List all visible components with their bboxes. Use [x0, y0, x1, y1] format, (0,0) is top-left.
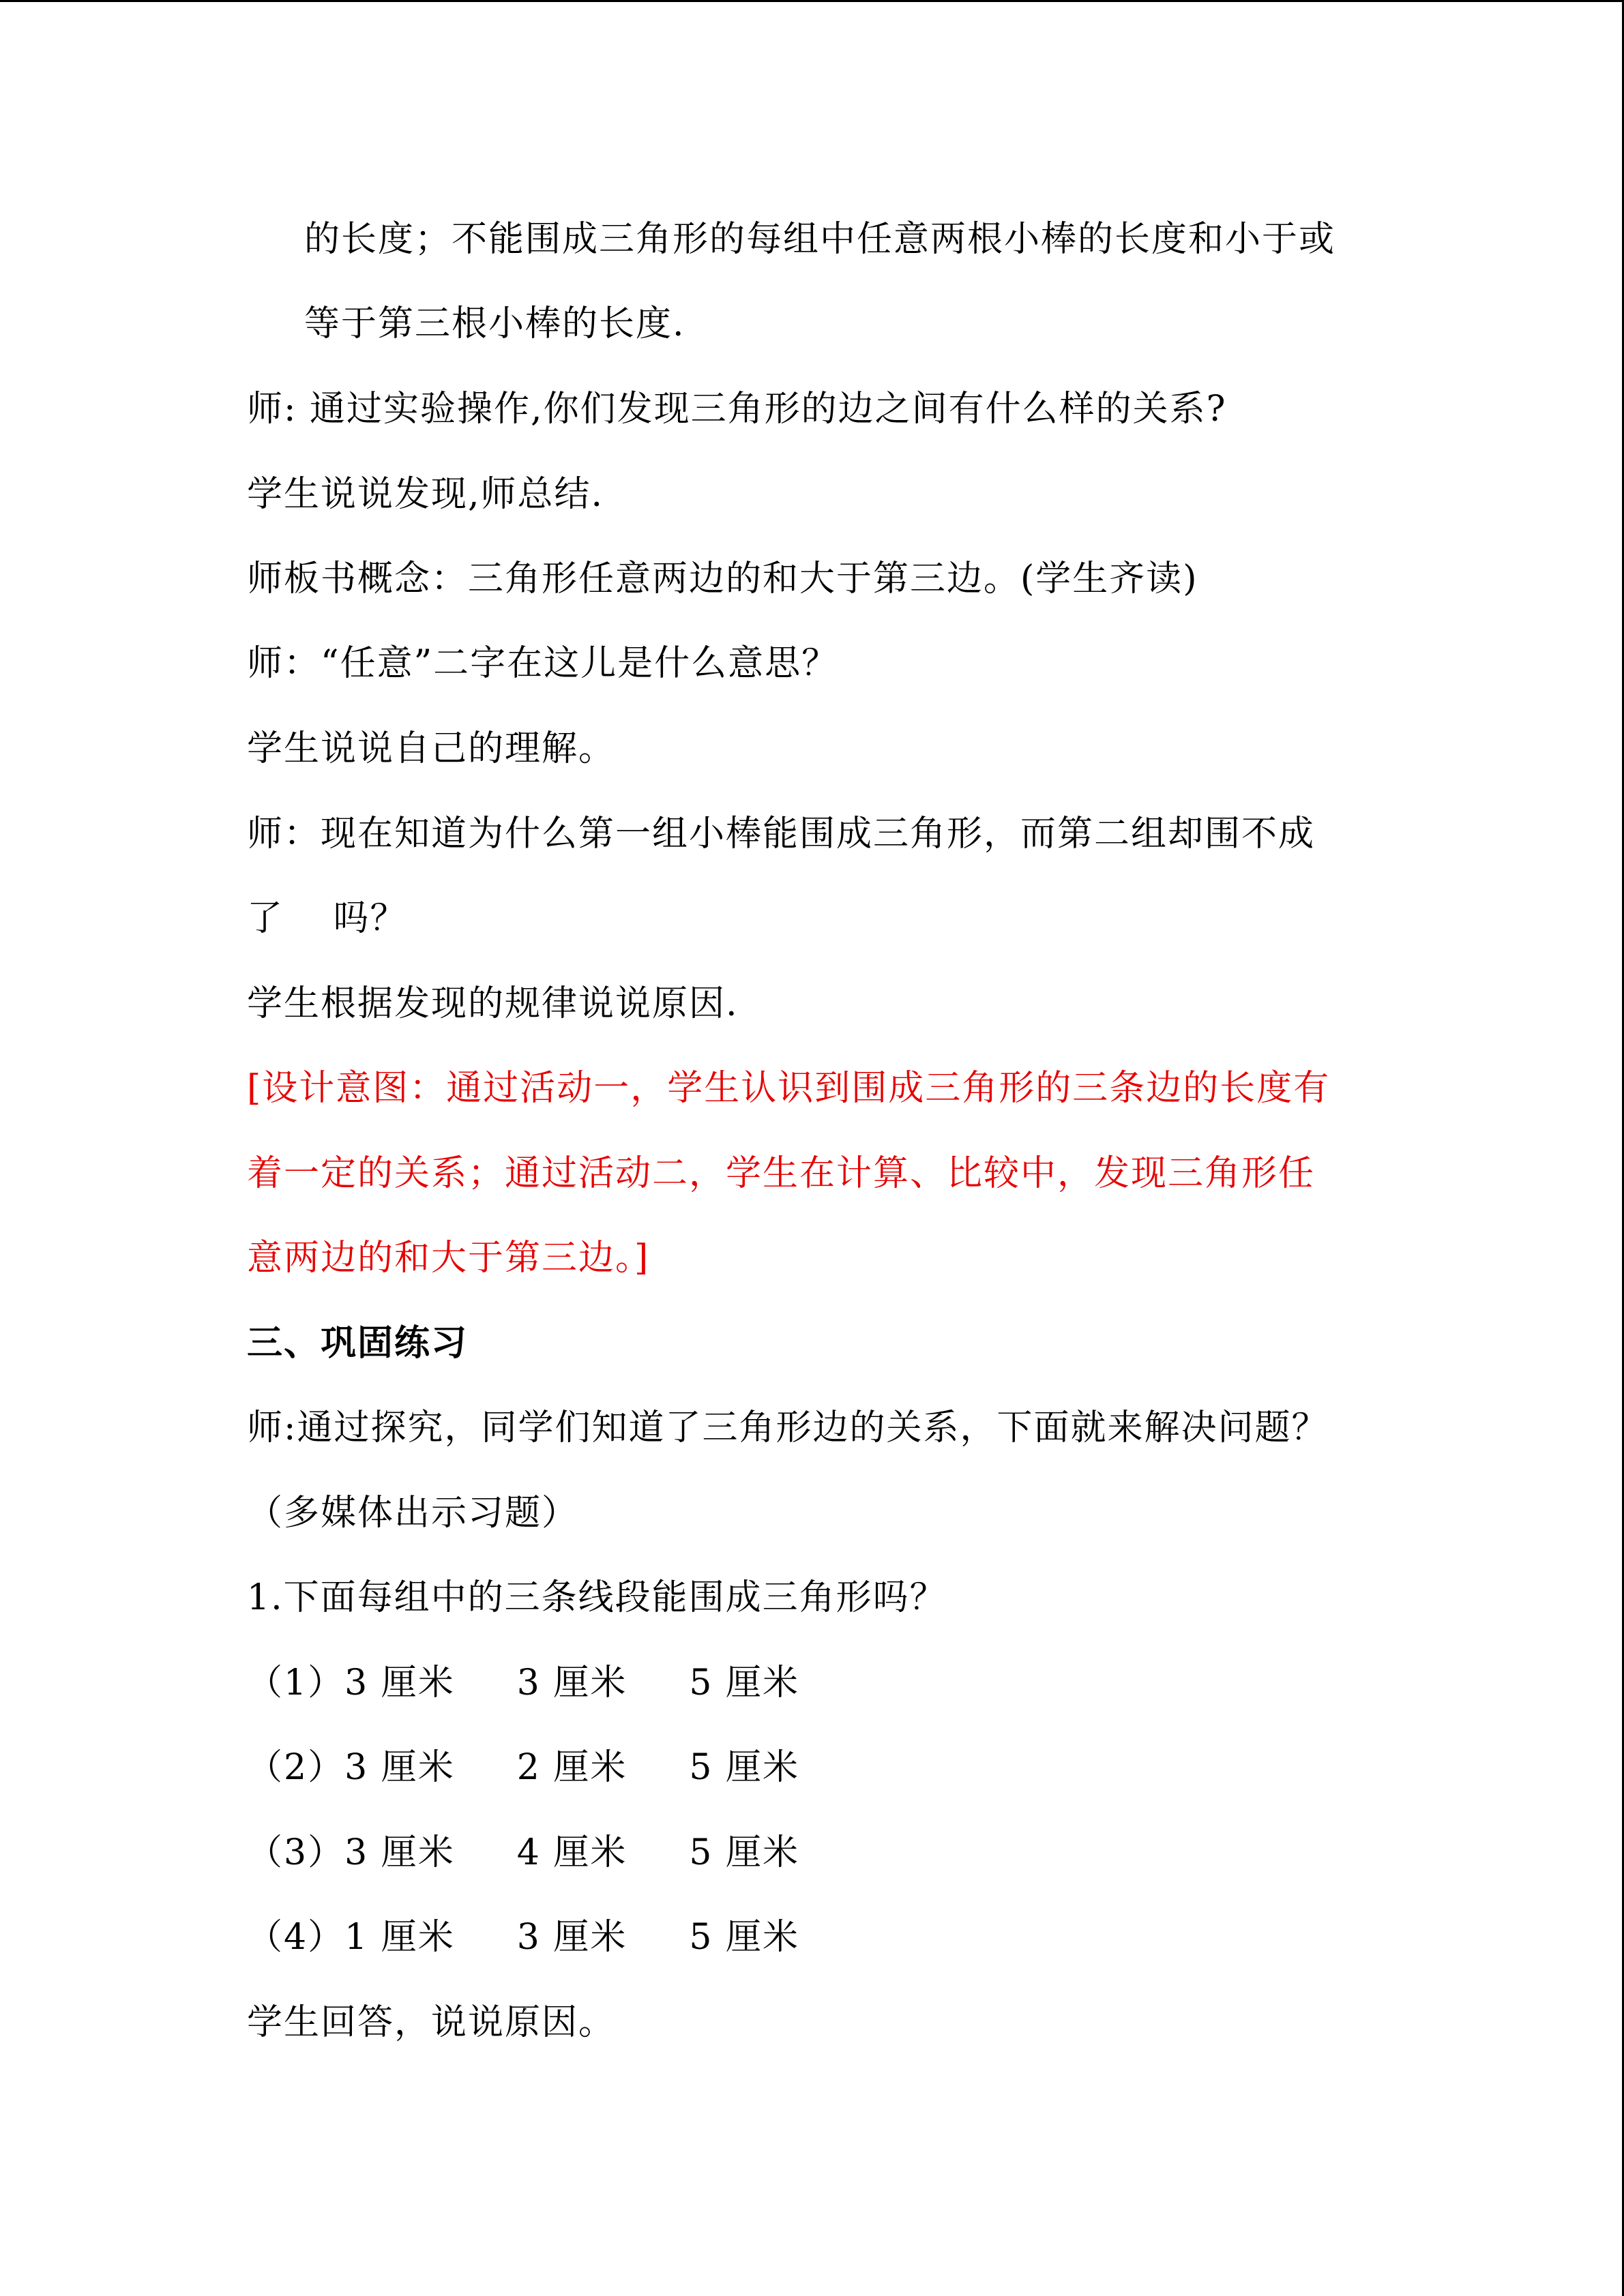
- teacher-question-any-line: 师：“任意”二字在这儿是什么意思？: [247, 643, 839, 684]
- student-answer-line: 学生回答，说说原因。: [247, 2002, 616, 2043]
- teacher-question-line: 师: 通过实验操作,你们发现三角形的边之间有什么样的关系?: [247, 389, 1227, 430]
- teacher-why-line-continued: 了 吗？: [247, 898, 407, 939]
- paragraph-line-1: 的长度；不能围成三角形的每组中任意两根小棒的长度和小于或: [304, 219, 1336, 260]
- exercise-option-3: （3）3 厘米 4 厘米 5 厘米: [247, 1832, 800, 1873]
- design-intent-line-2: 着一定的关系；通过活动二，学生在计算、比较中，发现三角形任: [247, 1153, 1316, 1194]
- exercise-option-2: （2）3 厘米 2 厘米 5 厘米: [247, 1747, 800, 1788]
- multimedia-line: （多媒体出示习题）: [247, 1493, 579, 1534]
- student-summary-line: 学生说说发现,师总结.: [247, 474, 604, 515]
- exercise-option-1: （1）3 厘米 3 厘米 5 厘米: [247, 1663, 800, 1703]
- exercise-option-4: （4）1 厘米 3 厘米 5 厘米: [247, 1917, 800, 1958]
- section-heading: 三、巩固练习: [247, 1322, 469, 1364]
- design-intent-line-3: 意两边的和大于第三边。]: [247, 1238, 650, 1279]
- concept-line: 师板书概念：三角形任意两边的和大于第三边。(学生齐读): [247, 558, 1198, 599]
- paragraph-line-2: 等于第三根小棒的长度.: [304, 303, 685, 344]
- design-intent-line-1: [设计意图：通过活动一，学生认识到围成三角形的三条边的长度有: [247, 1068, 1331, 1109]
- teacher-why-line: 师：现在知道为什么第一组小棒能围成三角形，而第二组却围不成: [247, 814, 1316, 854]
- exercise-question: 1.下面每组中的三条线段能围成三角形吗？: [247, 1577, 947, 1618]
- student-reason-line: 学生根据发现的规律说说原因.: [247, 983, 739, 1024]
- teacher-intro-line: 师:通过探究，同学们知道了三角形边的关系，下面就来解决问题？: [247, 1407, 1329, 1448]
- student-understanding-line: 学生说说自己的理解。: [247, 728, 616, 769]
